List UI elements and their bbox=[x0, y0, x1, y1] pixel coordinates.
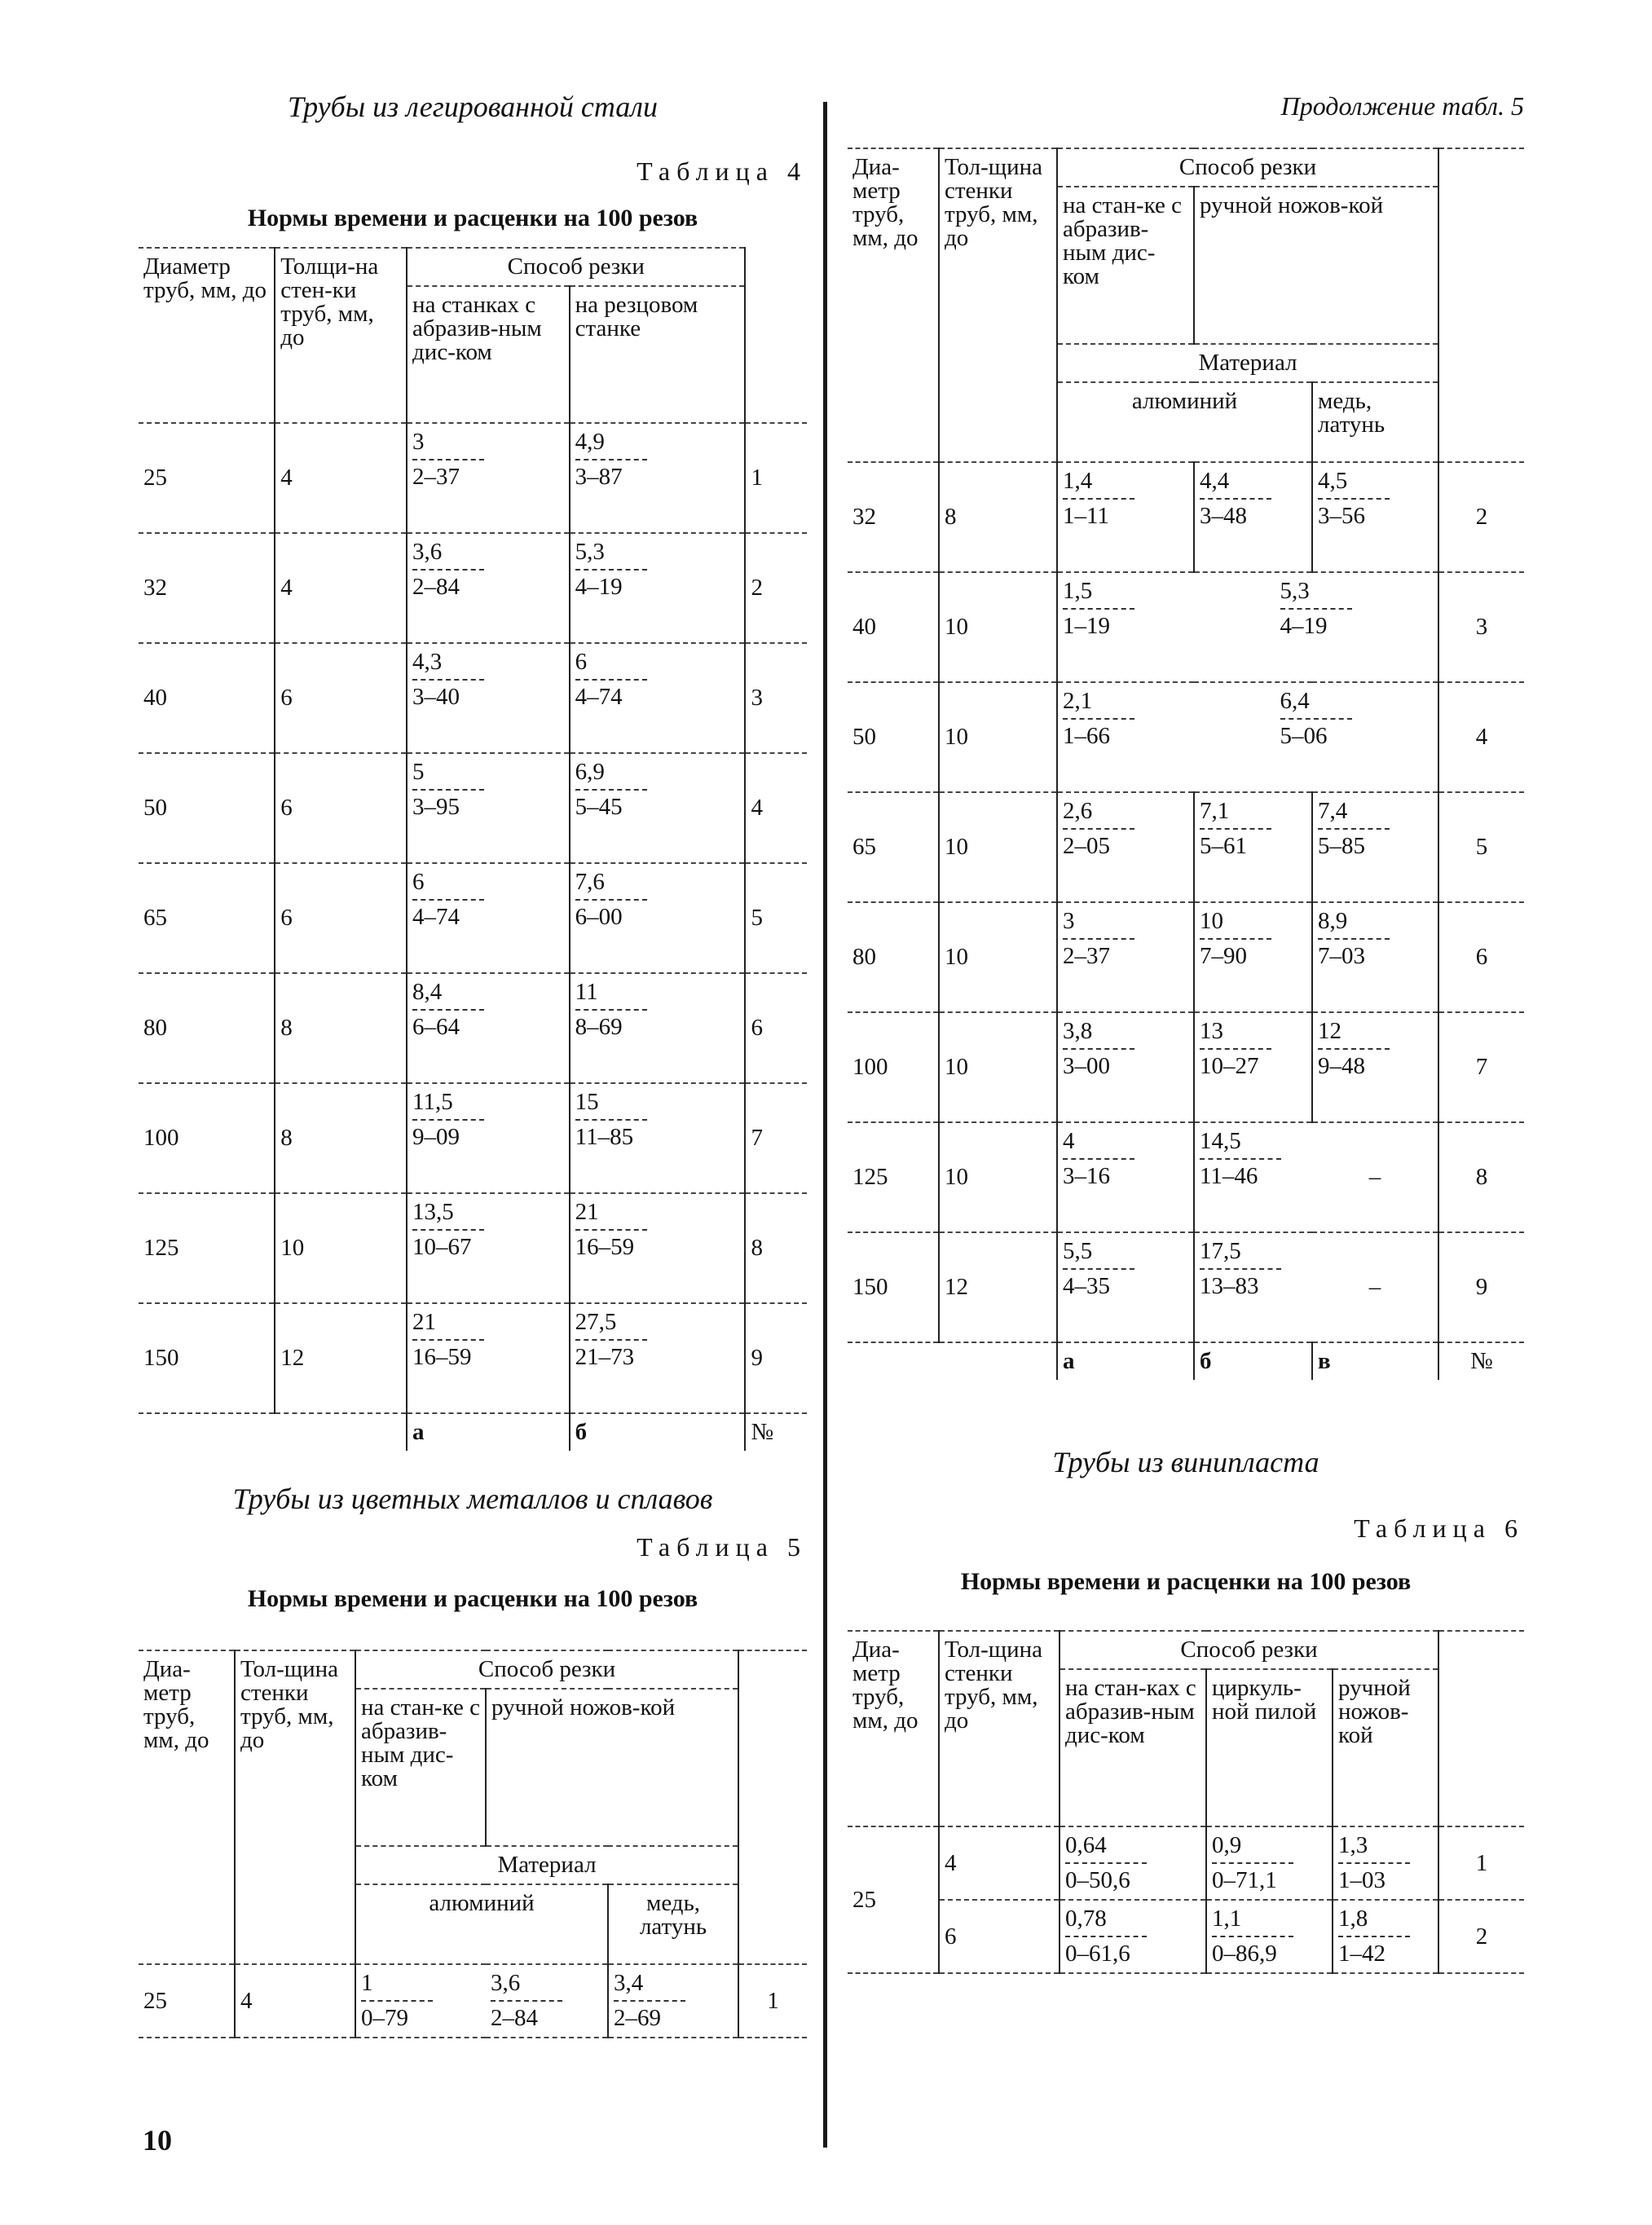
footer-b: б bbox=[570, 1413, 746, 1451]
header-abrasive-disc: на станках с абразив-ным дис-ком bbox=[407, 286, 570, 423]
empty-value: – bbox=[1312, 1232, 1438, 1342]
table-5-caption: Нормы времени и расценки на 100 резов bbox=[247, 1585, 698, 1612]
table-row: 125 10 $\frac{13,5}{10-67}$ $\frac{21}{16-59}$ 8 bbox=[139, 1193, 807, 1303]
table-row: 32 8 $\frac{1,4}{1-11}$ $\frac{4,4}{3-48}$ $\frac{4,5}{3-56}$ 2 bbox=[848, 462, 1524, 572]
header-abrasive-disc: на стан-ке с абразив-ным дис-ком bbox=[1057, 187, 1194, 344]
section-title-alloy-steel: Трубы из легированной стали bbox=[288, 90, 658, 123]
column-divider bbox=[823, 102, 827, 2148]
table-5 bbox=[139, 1650, 807, 2038]
header-thickness: Тол-щина стенки труб, мм, до bbox=[235, 1650, 355, 1964]
header-hacksaw: ручной ножов-кой bbox=[486, 1689, 738, 1846]
section-title-nonferrous: Трубы из цветных металлов и сплавов bbox=[232, 1483, 713, 1515]
header-cutter-machine: на резцовом станке bbox=[570, 286, 746, 423]
header-diameter: Диа-метр труб, мм, до bbox=[848, 148, 939, 462]
header-abrasive-disc: на стан-ке с абразив-ным дис-ком bbox=[355, 1689, 486, 1846]
header-hacksaw: ручной ножов-кой bbox=[1194, 187, 1438, 344]
footer-no: № bbox=[745, 1413, 807, 1451]
table-6-caption: Нормы времени и расценки на 100 резов bbox=[960, 1568, 1412, 1595]
header-circular-saw: циркуль-ной пилой bbox=[1206, 1669, 1333, 1826]
header-material: Материал bbox=[1057, 344, 1438, 382]
table-5-continued bbox=[848, 148, 1524, 1380]
table-row: 80 8 $\frac{8,4}{6-64}$ $\frac{11}{8-69}$ 6 bbox=[139, 973, 807, 1083]
page-number: 10 bbox=[143, 2124, 172, 2157]
header-thickness: Тол-щина стенки труб, мм, до bbox=[939, 1631, 1059, 1826]
header-aluminium: алюминий bbox=[355, 1884, 608, 1964]
footer-b: б bbox=[1194, 1342, 1312, 1380]
table-row: 65 6 $\frac{6}{4-74}$ $\frac{7,6}{6-00}$ 5 bbox=[139, 863, 807, 973]
table-row: 40 10 $\frac{1,5}{1-19}$ $\frac{5,3}{4-19}$ 3 bbox=[848, 572, 1524, 682]
table-row: 80 10 $\frac{3}{2-37}$ $\frac{10}{7-90}$ $\frac{8,9}{7-03}$ 6 bbox=[848, 902, 1524, 1012]
table-row: 50 10 $\frac{2,1}{1-66}$ $\frac{6,4}{5-06}$ 4 bbox=[848, 682, 1524, 792]
footer-a: а bbox=[1057, 1342, 1194, 1380]
table-6 bbox=[848, 1630, 1524, 1974]
table-4-label: Таблица 4 bbox=[637, 156, 807, 186]
header-cutting-method: Способ резки bbox=[407, 248, 745, 286]
table-4 bbox=[139, 247, 807, 1451]
header-cutting-method: Способ резки bbox=[1059, 1631, 1438, 1669]
header-copper-brass: медь, латунь bbox=[608, 1884, 738, 1964]
header-copper-brass: медь, латунь bbox=[1312, 382, 1438, 462]
header-aluminium: алюминий bbox=[1057, 382, 1312, 462]
section-title-vinyl-plastic: Трубы из винипласта bbox=[1052, 1446, 1319, 1478]
table-row: 40 6 $\frac{4,3}{3-40}$ $\frac{6}{4-74}$ 3 bbox=[139, 643, 807, 753]
table-row: 100 8 $\frac{11,5}{9-09}$ $\frac{15}{11-85}$ 7 bbox=[139, 1083, 807, 1193]
header-diameter: Диа-метр труб, мм, до bbox=[139, 1650, 235, 1964]
footer-a: а bbox=[407, 1413, 570, 1451]
table-row: 150 12 $\frac{5,5}{4-35}$ $\frac{17,5}{13-83}$ – 9 bbox=[848, 1232, 1524, 1342]
table-row: 65 10 $\frac{2,6}{2-05}$ $\frac{7,1}{5-61}$ $\frac{7,4}{5-85}$ 5 bbox=[848, 792, 1524, 902]
diameter-cell: 25 bbox=[848, 1826, 939, 1973]
header-diameter: Диа-метр труб, мм, до bbox=[848, 1631, 939, 1826]
header-abrasive-disc: на стан-ках с абразив-ным дис-ком bbox=[1059, 1669, 1206, 1826]
table-row: 25 4 $\frac{0,64}{0-50,6}$ $\frac{0,9}{0-71,1}$ $\frac{1,3}{1-03}$ 1 bbox=[848, 1826, 1524, 1900]
table-4-caption: Нормы времени и расценки на 100 резов bbox=[247, 205, 698, 231]
footer-no: № bbox=[1438, 1342, 1524, 1380]
table-row: 50 6 $\frac{5}{3-95}$ $\frac{6,9}{5-45}$ 4 bbox=[139, 753, 807, 863]
header-cutting-method: Способ резки bbox=[355, 1650, 738, 1689]
header-diameter: Диаметр труб, мм, до bbox=[139, 248, 275, 423]
continuation-label: Продолжение табл. 5 bbox=[1280, 91, 1524, 121]
empty-value: – bbox=[1312, 1122, 1438, 1232]
table-row: 150 12 $\frac{21}{16-59}$ $\frac{27,5}{21-73}$ 9 bbox=[139, 1303, 807, 1413]
header-hacksaw: ручной ножов-кой bbox=[1333, 1669, 1438, 1826]
header-thickness: Толщи-на стен-ки труб, мм, до bbox=[275, 248, 407, 423]
footer-c: в bbox=[1312, 1342, 1438, 1380]
table-row: 125 10 $\frac{4}{3-16}$ $\frac{14,5}{11-46}$ – 8 bbox=[848, 1122, 1524, 1232]
table-6-label: Таблица 6 bbox=[1354, 1513, 1524, 1543]
header-cutting-method: Способ резки bbox=[1057, 148, 1438, 187]
table-5-label: Таблица 5 bbox=[637, 1532, 807, 1562]
header-material: Материал bbox=[355, 1846, 738, 1884]
header-thickness: Тол-щина стенки труб, мм, до bbox=[939, 148, 1057, 462]
table-row: 6 $\frac{0,78}{0-61,6}$ $\frac{1,1}{0-86,9}$ $\frac{1,8}{1-42}$ 2 bbox=[848, 1900, 1524, 1973]
table-row: 25 4 $\frac{1}{0-79}$ $\frac{3,6}{2-84}$ $\frac{3,4}{2-69}$ 1 bbox=[139, 1964, 807, 2038]
right-column bbox=[848, 82, 1524, 1974]
table-row: 25 4 $\frac{3}{2-37}$ $\frac{4,9}{3-87}$ 1 bbox=[139, 423, 807, 533]
left-column bbox=[139, 82, 807, 2038]
table-row: 100 10 $\frac{3,8}{3-00}$ $\frac{13}{10-27}$ $\frac{12}{9-48}$ 7 bbox=[848, 1012, 1524, 1122]
table-row: 32 4 $\frac{3,6}{2-84}$ $\frac{5,3}{4-19}$ 2 bbox=[139, 533, 807, 643]
